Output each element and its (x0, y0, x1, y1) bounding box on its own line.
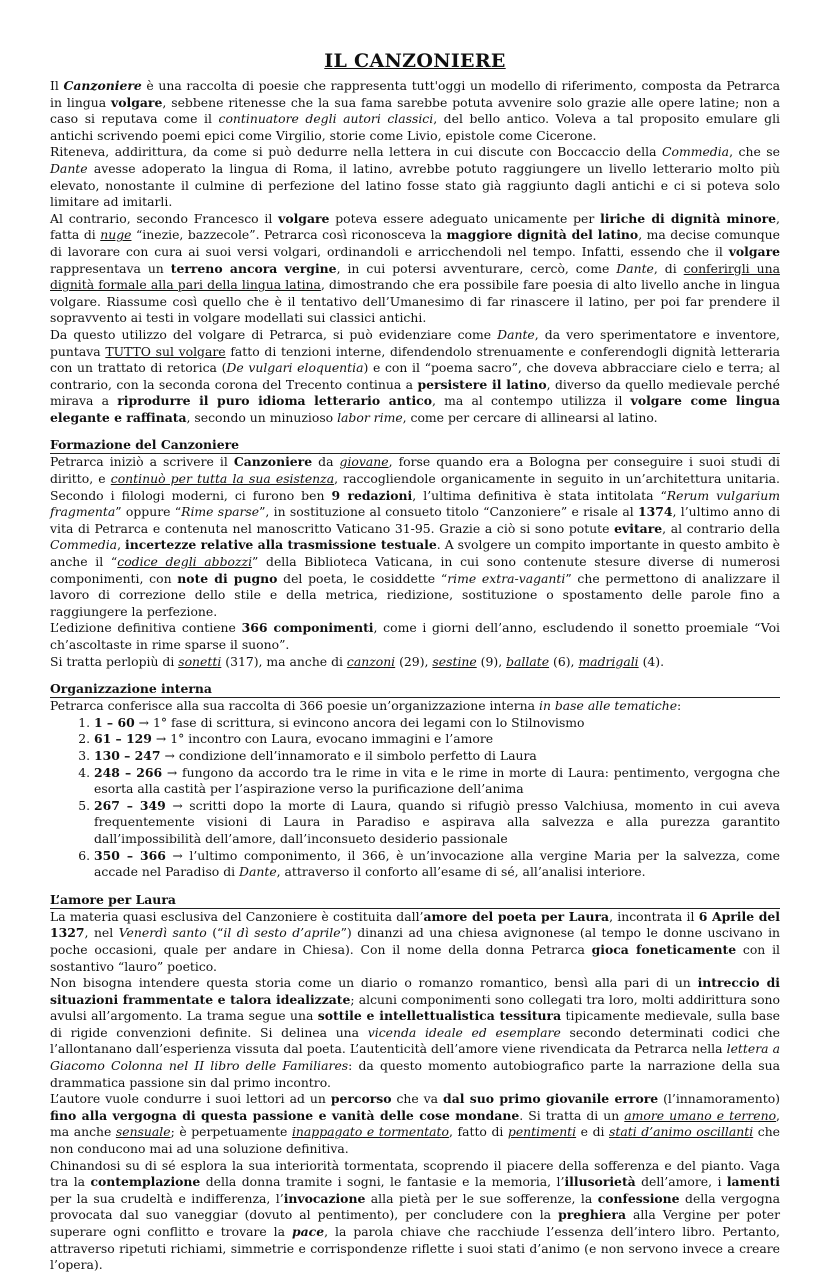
text-run: Commedia (662, 144, 730, 160)
text-run: Dante (497, 326, 535, 342)
text-run: (4). (638, 653, 665, 669)
text-run: , da vero sperimentatore e inventore, puntava (50, 326, 780, 359)
text-run: Commedia (50, 537, 118, 553)
text-run: codice degli abbozzi (117, 554, 253, 570)
text-run: , al contrario della (662, 520, 780, 536)
list-item (94, 748, 780, 765)
organizzazione-section (50, 681, 780, 881)
organizzazione-heading: Organizzazione interna (50, 681, 780, 698)
text-run: poteva essere adeguato unicamente per (329, 210, 601, 226)
text-run: , come per cercare di allinearsi al latino. (402, 409, 658, 425)
page-title: IL CANZONIERE (324, 50, 506, 72)
text-run: , ma al contempo utilizza il (431, 393, 631, 409)
text-run: Il (50, 78, 64, 93)
text-run: 248 – 266 (94, 764, 163, 780)
text-run: , ma decise comunque di lavorare con cura ai suoi versi volgari, ordinandoli e arricchendoli nel tempo. Infatti, essendo che il (50, 227, 780, 259)
text-run: Petrarca conferisce alla sua raccolta di 366 poesie un’organizzazione interna (50, 698, 539, 714)
text-run: fino alla vergogna di questa passione e vanità delle cose mondane (50, 1107, 520, 1123)
text-run: 350 – 366 (94, 847, 166, 863)
text-run: 6 Aprile del 1327 (50, 908, 780, 941)
text-run: 1 – 60 (94, 714, 135, 730)
text-run: ” che permettono di analizzare il lavoro di correzione dello stile e della metrica, riedizione, sostituzione o spostamento delle parole fino a raggiungere la perfezione. (50, 570, 780, 619)
text-run: Chinandosi su di sé esplora la sua interiorità tormentata, scoprendo il piacere della sofferenza e del pianto. Vaga tra la (50, 1157, 780, 1190)
text-run: alla Vergine per poter superare ogni conflitto e trovare la (50, 1207, 780, 1239)
text-run: pace (291, 1224, 325, 1239)
formazione-paragraph-2 (50, 620, 780, 653)
text-run: Dante (616, 260, 654, 276)
text-run: sottile e intellettualistica tessitura (317, 1008, 562, 1024)
text-run: pentimenti (507, 1124, 577, 1140)
text-run: , l’ultimo anno di vita di Petrarca e contenuta nel manoscritto Vaticano 31-95. Grazie a ciò si sono potute (50, 504, 781, 536)
amore-paragraph-1 (50, 909, 780, 975)
text-run: (l’innamoramento) (658, 1091, 780, 1107)
text-run: Dante (50, 160, 88, 176)
text-run: liriche di dignità minore (600, 210, 777, 226)
list-item (94, 798, 780, 848)
text-run: da (312, 454, 340, 470)
text-run: incertezze relative alla trasmissione testuale (125, 537, 437, 553)
intro-section (50, 78, 780, 426)
text-run: secondo determinati codici che l’allontanano dall’esperienza vissuta dal poeta. L’autenticità dell’amore viene rivendicata da Petrarca nella (50, 1024, 780, 1057)
list-item (94, 765, 780, 798)
text-run: lettera a Giacomo Colonna nel II libro delle Familiares (50, 1041, 780, 1074)
formazione-section (50, 437, 780, 670)
text-run: del poeta, le cosiddette “ (277, 570, 448, 586)
formazione-paragraph-3 (50, 654, 780, 671)
text-run: , in cui potersi avventurare, cercò, come (336, 260, 617, 276)
text-run: L’edizione definitiva contiene (50, 620, 242, 636)
text-run: : (677, 698, 682, 714)
text-run: 130 – 247 (94, 747, 161, 763)
text-run: , sebbene ritenesse che la sua fama sarebbe potuta avvenire solo grazie alle opere latine; non a caso si reputava come il (50, 94, 780, 127)
text-run: (9), (476, 653, 507, 669)
text-run: ; è perpetuamente (170, 1124, 292, 1140)
text-run: (317), ma anche di (221, 653, 347, 669)
text-run: amore umano e terreno (624, 1107, 777, 1123)
text-run: “inezie, bazzecole”. Petrarca così riconosceva la (131, 227, 447, 243)
text-run: avesse adoperato la lingua di Roma, il latino, avrebbe potuto raggiungere un livello letterario molto più elevato, nonostante il culmine di perfezione del latino fosse stato già raggiunto dagli antichi e ci si poteva solo limitare ad imitarli. (50, 160, 780, 210)
text-run: 366 componimenti (241, 620, 374, 636)
amore-paragraph-2 (50, 975, 780, 1091)
text-run: sestine (432, 653, 477, 669)
text-run: → 1° fase di scrittura, si evincono ancora dei legami con lo Stilnovismo (134, 714, 585, 730)
text-run: note di pugno (177, 570, 278, 586)
text-run: canzoni (346, 653, 396, 669)
text-run: 61 – 129 (94, 731, 152, 747)
text-run: Al contrario, secondo Francesco il (50, 210, 279, 226)
text-run: sensuale (115, 1124, 171, 1140)
text-run: conferirgli una dignità formale alla pari della lingua latina (50, 260, 780, 293)
text-run: : da questo momento autobiografico parte la narrazione della sua drammatica passione sin dal primo incontro. (50, 1058, 780, 1090)
text-run: riprodurre il puro idioma letterario antico (117, 393, 432, 409)
text-run: Canzoniere (233, 454, 313, 470)
text-run: → 1° incontro con Laura, evocano immagini e l’amore (151, 731, 494, 747)
text-run: Canzoniere (63, 78, 142, 93)
intro-paragraph-1 (50, 78, 780, 144)
text-run: giovane (339, 454, 389, 470)
intro-paragraph-3 (50, 211, 780, 327)
text-run: volgare (278, 210, 330, 226)
text-run: che non conducono mai ad una soluzione definitiva. (50, 1124, 781, 1157)
text-run: confessione (597, 1190, 680, 1206)
text-run: amore del poeta per Laura (423, 908, 610, 924)
amore-section (50, 892, 780, 1274)
text-run: 1374 (637, 504, 673, 520)
text-run: Venerdì santo (118, 925, 207, 941)
text-run: Si tratta perlopiù di (50, 653, 179, 669)
text-run: della vergogna provocata dal suo vaneggiar (dovuto al pentimento), per concludere con la (50, 1190, 780, 1223)
text-run: rime extra-vaganti (447, 570, 566, 586)
text-run: Dante (239, 864, 277, 880)
text-run: continuò per tutta la sua esistenza (110, 471, 335, 487)
text-run: , di (653, 260, 684, 276)
text-run: volgare come lingua elegante e raffinata (50, 393, 780, 425)
text-run: che va (391, 1091, 444, 1107)
text-run: volgare (111, 94, 163, 110)
text-run: , fatta di (50, 210, 780, 243)
text-run: → fungono da accordo tra le rime in vita e le rime in morte di Laura: pentimento, vergogna che esorta alla castità per l’aspirazione verso la purificazione dell’anima (94, 764, 781, 797)
text-run: , secondo un minuzioso (186, 409, 338, 425)
text-run: Petrarca iniziò a scrivere il (50, 454, 234, 470)
text-run: madrigali (578, 653, 639, 669)
text-run: L’autore vuole condurre i suoi lettori ad un (50, 1091, 331, 1107)
text-run: , attraverso il conforto all’esame di sé, all’analisi interiore. (276, 864, 646, 880)
text-run: TUTTO sul volgare (105, 343, 226, 359)
text-run: (6), (549, 653, 579, 669)
intro-paragraph-4 (50, 327, 780, 427)
text-run: , dimostrando che era possibile fare poesia di alto livello anche in lingua volgare. Riassume così quello che è il tentativo dell’Umanesimo di far rinascere il latino, per poi far prendere il sopravvento ai testi in volgare modellati sui classici antichi. (50, 277, 780, 326)
text-run: in base alle tematiche (538, 698, 678, 714)
text-run: , incontrata il (609, 908, 699, 924)
text-run: , forse quando era a Bologna per conseguire i suoi studi di diritto, e (50, 454, 780, 487)
amore-paragraph-3 (50, 1091, 780, 1157)
text-run: Da questo utilizzo del volgare di Petrarca, si può evidenziare come (50, 326, 498, 342)
text-run: invocazione (283, 1190, 366, 1206)
text-run: lamenti (726, 1174, 780, 1190)
text-run: nuge (100, 227, 132, 243)
text-run: con il sostantivo “lauro” poetico. (50, 941, 781, 974)
text-run: rappresentava un (50, 260, 171, 276)
text-run: vicenda ideale ed esemplare (367, 1024, 561, 1040)
text-run: persistere il latino (417, 376, 547, 392)
text-run: ”, in sostituzione al consueto titolo “Canzoniere” e risale al (259, 504, 638, 520)
text-run: , raccogliendole organicamente in seguito in un’architettura unitaria. Secondo i filologi moderni, ci furono ben (50, 471, 780, 503)
text-run: La materia quasi esclusiva del Canzoniere è costituita dall’ (50, 908, 424, 924)
formazione-heading: Formazione del Canzoniere (50, 437, 780, 454)
text-run: , ma anche (50, 1107, 780, 1140)
text-run: , che se (729, 144, 780, 160)
text-run: continuatore degli autori classici (218, 111, 434, 127)
text-run: per la sua crudeltà e indifferenza, l’ (50, 1190, 284, 1206)
text-run: , la parola chiave che racchiude l’essenza dell’intero libro. Pertanto, attraverso ripetuti richiami, simmetrie e corrispondenze riflette i suoi stati d’animo (e non servono invece a creare l’opera). (50, 1224, 780, 1273)
text-run: ” della Biblioteca Vaticana, in cui sono contenute stesure diverse di numerosi componimenti, con (50, 554, 781, 586)
text-run: dell’amore, i (635, 1174, 727, 1190)
text-run: → scritti dopo la morte di Laura, quando si rifugiò presso Valchiusa, momento in cui aveva frequentemente visioni di Laura in Paradiso e aspirava alla salvezza e alla purezza garantito dall’impossibilità dell’amore, dall’inconsueto desiderio passionale (94, 797, 780, 846)
text-run: volgare (728, 243, 780, 259)
text-run: → condizione dell’innamorato e il simbolo perfetto di Laura (160, 747, 537, 763)
text-run: percorso (330, 1091, 392, 1107)
text-run: tipicamente medievale, sulla base di rigide convenzioni definite. Si delinea una (50, 1008, 780, 1040)
text-run: Riteneva, addirittura, da come si può dedurre nella lettera in cui discute con Boccaccio della (50, 144, 663, 160)
text-run: , l’ultima definitiva è stata intitolata “ (412, 487, 667, 503)
text-run: preghiera (558, 1207, 626, 1223)
text-run: illusorietà (564, 1174, 636, 1190)
organizzazione-list (50, 715, 780, 881)
text-run: terreno ancora vergine (170, 260, 337, 276)
text-run: evitare (614, 520, 663, 536)
text-run: fatto di tenzioni interne, difendendolo strenuamente e conferendogli dignità letteraria con un trattato di retorica ( (50, 343, 780, 376)
text-run: Non bisogna intendere questa storia come un diario o romanzo romantico, bensì alla pari di un (50, 975, 698, 991)
text-run: , nel (84, 925, 119, 941)
text-run: è una raccolta di poesie che rappresenta tutt'oggi un modello di riferimento, composta da Petrarca in lingua (50, 78, 781, 110)
text-run: inappagato e tormentato (291, 1124, 449, 1140)
text-run: → l’ultimo componimento, il 366, è un’invocazione alla vergine Maria per la salvezza, come accade nel Paradiso di (94, 847, 780, 880)
text-run: il dì sesto d’aprile (223, 925, 341, 941)
text-run: sonetti (178, 653, 222, 669)
formazione-paragraph-1 (50, 454, 780, 620)
text-run: . A svolgere un compito importante in questo ambito è anche il “ (50, 537, 780, 570)
text-run: 267 – 349 (94, 797, 166, 813)
text-run: della donna tramite i sogni, le fantasie e la memoria, l’ (200, 1174, 565, 1190)
organizzazione-intro (50, 698, 780, 715)
text-run: Rerum vulgarium fragmenta (50, 487, 780, 520)
text-run: ballate (506, 653, 550, 669)
text-run: Rime sparse (181, 504, 260, 520)
text-run: 9 redazioni (331, 487, 413, 503)
list-item (94, 715, 780, 732)
text-run: contemplazione (90, 1174, 201, 1190)
text-run: (“ (206, 925, 224, 941)
amore-heading: L’amore per Laura (50, 892, 780, 909)
text-run: , diverso da quello medievale perché mirava a (50, 376, 780, 409)
text-run: maggiore dignità del latino (446, 227, 639, 243)
text-run: , del bello antico. Voleva a tal proposito emulare gli antichi scrivendo poemi epici come Virgilio, storie come Livio, epistole come Cicerone. (50, 111, 780, 143)
text-run: ; alcuni componimenti sono collegati tra loro, molti addirittura sono avulsi all’argomento. La trama segue una (50, 991, 780, 1024)
text-run: dal suo primo giovanile errore (443, 1091, 659, 1107)
text-run: De vulgari eloquentia (226, 360, 364, 376)
text-run: ) e con il “poema sacro”, che doveva abbracciare cielo e terra; al contrario, con la seconda corona del Trecento continua a (50, 360, 780, 392)
list-item (94, 731, 780, 748)
text-run: e di (576, 1124, 610, 1140)
text-run: . Si tratta di un (519, 1107, 625, 1123)
text-run: , (117, 537, 126, 553)
text-run: (29), (395, 653, 433, 669)
text-run: labor rime (337, 409, 403, 425)
text-run: alla pietà per le sue sofferenze, la (365, 1190, 598, 1206)
text-run: , come i giorni dell’anno, escludendo il sonetto proemiale “Voi ch’ascoltaste in rime sparse il suono”. (50, 620, 780, 652)
text-run: ”) dinanzi ad una chiesa avignonese (al tempo le donne uscivano in poche occasioni, quale per andare in Chiesa). Con il nome della donna Petrarca (50, 925, 781, 957)
text-run: ” oppure “ (115, 504, 182, 520)
text-run: , fatto di (449, 1124, 508, 1140)
text-run: intreccio di situazioni frammentate e talora idealizzate (50, 975, 780, 1007)
list-item (94, 848, 780, 881)
text-run: stati d’animo oscillanti (609, 1124, 754, 1140)
text-run: gioca foneticamente (591, 941, 737, 957)
amore-paragraph-4 (50, 1158, 780, 1274)
intro-paragraph-2 (50, 144, 780, 210)
